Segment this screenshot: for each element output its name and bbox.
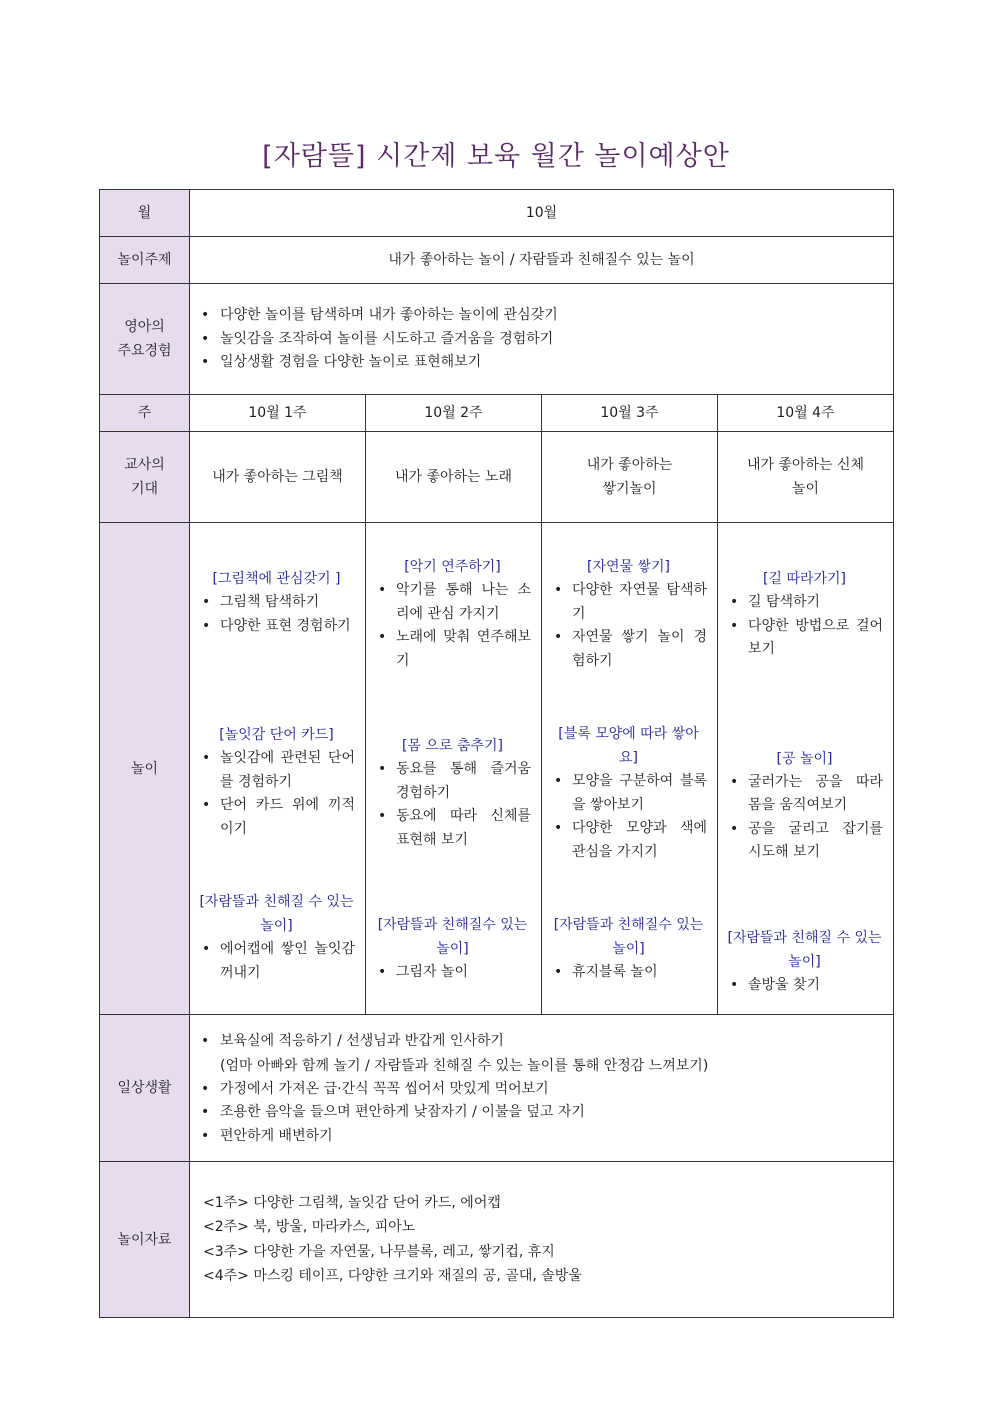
play-week-3 bbox=[542, 523, 718, 1015]
experience-item: • 다양한 놀이를 탐색하며 내가 좋아하는 놀이에 관심갖기 bbox=[190, 304, 893, 328]
teacher-label: 교사의 기대 bbox=[100, 432, 190, 523]
materials-week-3: <3주> 다양한 가을 자연물, 나무블록, 레고, 쌓기컵, 휴지 bbox=[203, 1243, 555, 1260]
play-item: • 공을 굴리고 잡기를 시도해 보기 bbox=[726, 818, 883, 865]
theme-label: 놀이주제 bbox=[100, 237, 190, 284]
week-4: 10월 4주 bbox=[718, 395, 894, 432]
play-group-title: [자연물 쌓기] bbox=[587, 559, 670, 575]
play-item: • 악기를 통해 나는 소리에 관심 가지기 bbox=[374, 579, 531, 626]
play-item: • 동요를 통해 즐거움 경험하기 bbox=[374, 758, 531, 805]
play-item: • 솔방울 찾기 bbox=[726, 974, 883, 998]
daily-item bbox=[190, 1030, 893, 1054]
daily-label: 일상생활 bbox=[100, 1015, 190, 1162]
experience-cell bbox=[190, 284, 894, 395]
month-value: 10월 bbox=[190, 190, 894, 237]
play-group-title: [악기 연주하기] bbox=[404, 559, 501, 575]
play-item: • 휴지블록 놀이 bbox=[550, 961, 707, 985]
play-row bbox=[100, 523, 894, 1015]
week-1: 10월 1주 bbox=[190, 395, 366, 432]
play-item: • 단어 카드 위에 끼적이기 bbox=[198, 794, 355, 841]
experience-item: • 놀잇감을 조작하여 놀이를 시도하고 즐거움을 경험하기 bbox=[190, 328, 893, 352]
play-item: • 길 탐색하기 bbox=[726, 591, 883, 615]
teacher-row bbox=[100, 432, 894, 523]
materials-label: 놀이자료 bbox=[100, 1162, 190, 1318]
play-group bbox=[550, 555, 707, 673]
experience-list bbox=[190, 304, 893, 375]
play-item: • 다양한 모양과 색에 관심을 가지기 bbox=[550, 817, 707, 864]
play-group bbox=[726, 567, 883, 662]
play-item: • 굴러가는 공을 따라 몸을 움직여보기 bbox=[726, 771, 883, 818]
play-group bbox=[198, 723, 355, 841]
experience-label: 영아의 주요경험 bbox=[100, 284, 190, 395]
play-item: • 그림책 탐색하기 bbox=[198, 591, 355, 615]
page-title: [자람뜰] 시간제 보육 월간 놀이예상안 bbox=[262, 141, 730, 172]
week-label: 주 bbox=[100, 395, 190, 432]
play-item: • 다양한 방법으로 걸어보기 bbox=[726, 615, 883, 662]
experience-row bbox=[100, 284, 894, 395]
teacher-expect-2: 내가 좋아하는 노래 bbox=[366, 432, 542, 523]
daily-item: • 편안하게 배변하기 bbox=[190, 1125, 893, 1149]
play-group-title: [놀잇감 단어 카드] bbox=[219, 727, 334, 743]
month-label: 월 bbox=[100, 190, 190, 237]
play-week-1 bbox=[190, 523, 366, 1015]
materials-row bbox=[100, 1162, 894, 1318]
daily-note: (엄마 아빠와 함께 놀기 / 자람뜰과 친해질 수 있는 놀이를 통해 안정감 느껴보기) bbox=[220, 1057, 709, 1074]
play-group bbox=[374, 913, 531, 985]
play-group-title: [그림책에 관심갖기 ] bbox=[212, 571, 341, 587]
play-group-title: [블록 모양에 따라 쌓아요] bbox=[558, 726, 699, 766]
play-item: • 다양한 표현 경험하기 bbox=[198, 615, 355, 639]
play-item: • 놀잇감에 관련된 단어를 경험하기 bbox=[198, 747, 355, 794]
week-3: 10월 3주 bbox=[542, 395, 718, 432]
teacher-expect-1: 내가 좋아하는 그림책 bbox=[190, 432, 366, 523]
daily-list-rest bbox=[190, 1078, 893, 1149]
play-item: • 그림자 놀이 bbox=[374, 961, 531, 985]
play-group bbox=[726, 747, 883, 865]
play-group bbox=[726, 926, 883, 998]
play-group bbox=[550, 913, 707, 985]
week-row bbox=[100, 395, 894, 432]
play-item: • 에어캡에 쌓인 놀잇감 꺼내기 bbox=[198, 938, 355, 985]
play-item: • 모양을 구분하여 블록을 쌓아보기 bbox=[550, 770, 707, 817]
teacher-expect-3: 내가 좋아하는 쌓기놀이 bbox=[542, 432, 718, 523]
play-group-title: [자람뜰과 친해질수 있는 놀이] bbox=[377, 917, 528, 957]
materials-week-4: <4주> 마스킹 테이프, 다양한 크기와 재질의 공, 골대, 솔방울 bbox=[203, 1268, 582, 1284]
play-week-2 bbox=[366, 523, 542, 1015]
plan-table bbox=[99, 189, 894, 1318]
daily-list bbox=[190, 1030, 893, 1054]
month-row bbox=[100, 190, 894, 237]
play-group-title: [공 놀이] bbox=[776, 750, 833, 767]
theme-value: 내가 좋아하는 놀이 / 자람뜰과 친해질수 있는 놀이 bbox=[190, 237, 894, 284]
play-group-title: [자람뜰과 친해질 수 있는 놀이] bbox=[199, 894, 354, 934]
materials-cell bbox=[190, 1162, 894, 1318]
materials-week-1: <1주> 다양한 그림책, 놀잇감 단어 카드, 에어캡 bbox=[203, 1194, 501, 1211]
play-group-title: [길 따라가기] bbox=[763, 571, 847, 587]
play-group bbox=[198, 890, 355, 985]
play-group-title: [자람뜰과 친해질 수 있는 놀이] bbox=[727, 929, 882, 970]
week-2: 10월 2주 bbox=[366, 395, 542, 432]
materials-week-2: <2주> 북, 방울, 마라카스, 피아노 bbox=[203, 1219, 416, 1235]
play-group bbox=[374, 555, 531, 673]
daily-item-text: 보육실에 적응하기 / 선생님과 반갑게 인사하기 bbox=[220, 1033, 504, 1049]
play-label: 놀이 bbox=[100, 523, 190, 1015]
play-item: • 다양한 자연물 탐색하기 bbox=[550, 579, 707, 626]
play-week-4 bbox=[718, 523, 894, 1015]
play-item: • 동요에 따라 신체를 표현해 보기 bbox=[374, 805, 531, 852]
play-item: • 자연물 쌓기 놀이 경험하기 bbox=[550, 626, 707, 673]
daily-item: • 조용한 음악을 들으며 편안하게 낮잠자기 / 이불을 덮고 자기 bbox=[190, 1101, 893, 1125]
play-item: • 노래에 맞춰 연주해보기 bbox=[374, 626, 531, 673]
play-group-title: [자람뜰과 친해질수 있는 놀이] bbox=[553, 917, 704, 957]
play-group bbox=[198, 567, 355, 638]
theme-row bbox=[100, 237, 894, 284]
daily-row bbox=[100, 1015, 894, 1162]
teacher-expect-4: 내가 좋아하는 신체 놀이 bbox=[718, 432, 894, 523]
daily-item: • 가정에서 가져온 급·간식 꼭꼭 씹어서 맛있게 먹어보기 bbox=[190, 1078, 893, 1102]
play-group bbox=[374, 734, 531, 852]
play-group-title: [몸 으로 춤추기] bbox=[402, 738, 503, 754]
daily-cell bbox=[190, 1015, 894, 1162]
experience-item: • 일상생활 경험을 다양한 놀이로 표현해보기 bbox=[190, 351, 893, 375]
play-group bbox=[550, 722, 707, 864]
